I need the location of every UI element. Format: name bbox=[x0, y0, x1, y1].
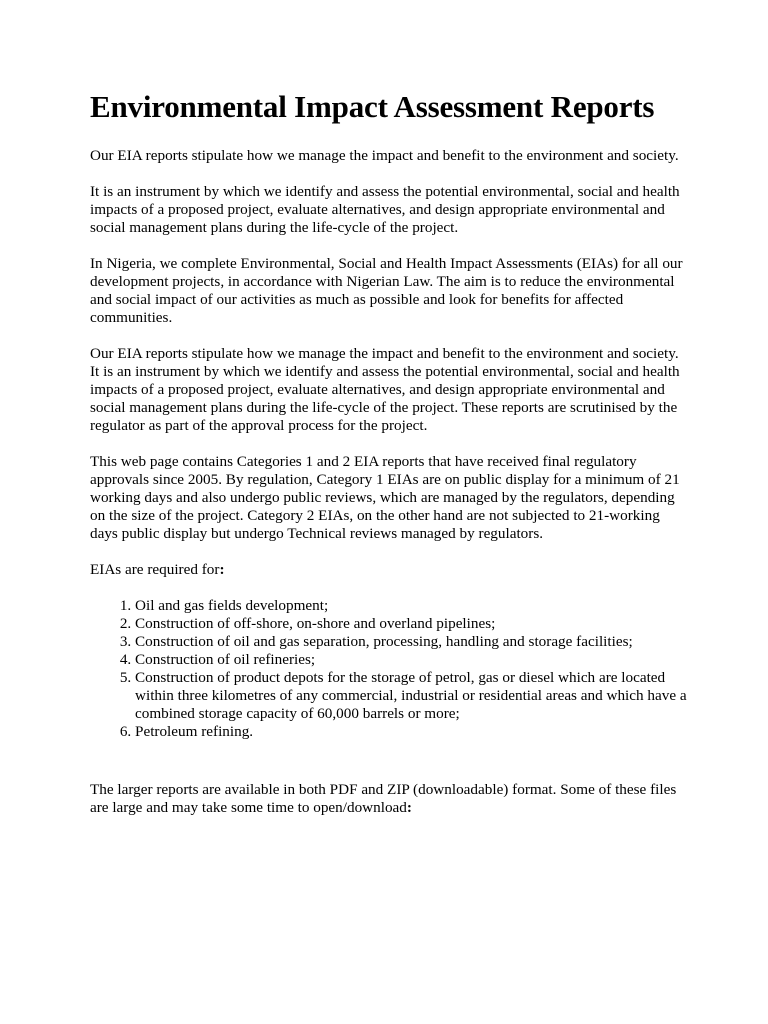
closing-paragraph bbox=[90, 781, 690, 817]
closing-text: The larger reports are available in both PDF and ZIP (downloadable) format. Some of these files are large and may take some time to open/download bbox=[90, 781, 677, 817]
required-intro-text: EIAs are required for bbox=[90, 561, 220, 579]
list-item: 1. Oil and gas fields development; bbox=[135, 597, 690, 615]
page-title: Environmental Impact Assessment Reports bbox=[90, 89, 655, 124]
list-item: 3. Construction of oil and gas separation, processing, handling and storage facilities; bbox=[135, 633, 690, 651]
list-item: 2. Construction of off-shore, on-shore and overland pipelines; bbox=[135, 615, 690, 633]
list-item: 6. Petroleum refining. bbox=[135, 723, 690, 741]
list-item: 5. Construction of product depots for the storage of petrol, gas or diesel which are located within three kilometres of any commercial, industrial or residential areas and which have a combined storage capacity of 60,000 barrels or more; bbox=[135, 669, 690, 723]
required-intro bbox=[90, 561, 690, 579]
closing-colon: : bbox=[406, 799, 412, 817]
paragraph-categories: This web page contains Categories 1 and 2 EIA reports that have received final regulatory approvals since 2005. By regulation, Category 1 EIAs are on public display for a minimum of 21 working days and also undergo public reviews, which are managed by the regulators, depending on the size of the project. Category 2 EIAs, on the other hand are not subjected to 21-working days public display but undergo Technical reviews managed by regulators. bbox=[90, 453, 680, 543]
required-intro-colon: : bbox=[219, 561, 225, 579]
paragraph-instrument: It is an instrument by which we identify and assess the potential environmental, social and health impacts of a proposed project, evaluate alternatives, and design appropriate environmental and social management plans during the life-cycle of the project. bbox=[90, 183, 680, 237]
paragraph-reports-scrutiny: Our EIA reports stipulate how we manage the impact and benefit to the environment and society. It is an instrument by which we identify and assess the potential environmental, social and health impacts of a proposed project, evaluate alternatives, and design appropriate environmental and social management plans during the life-cycle of the project. These reports are scrutinised by the regulator as part of the approval process for the project. bbox=[90, 345, 680, 435]
document-page bbox=[90, 88, 690, 835]
list-item: 4. Construction of oil refineries; bbox=[135, 651, 690, 669]
required-list bbox=[90, 597, 690, 741]
paragraph-intro: Our EIA reports stipulate how we manage the impact and benefit to the environment and society. bbox=[90, 147, 679, 165]
paragraph-nigeria: In Nigeria, we complete Environmental, Social and Health Impact Assessments (EIAs) for all our development projects, in accordance with Nigerian Law. The aim is to reduce the environmental and social impact of our activities as much as possible and look for benefits for affected communities. bbox=[90, 255, 683, 327]
